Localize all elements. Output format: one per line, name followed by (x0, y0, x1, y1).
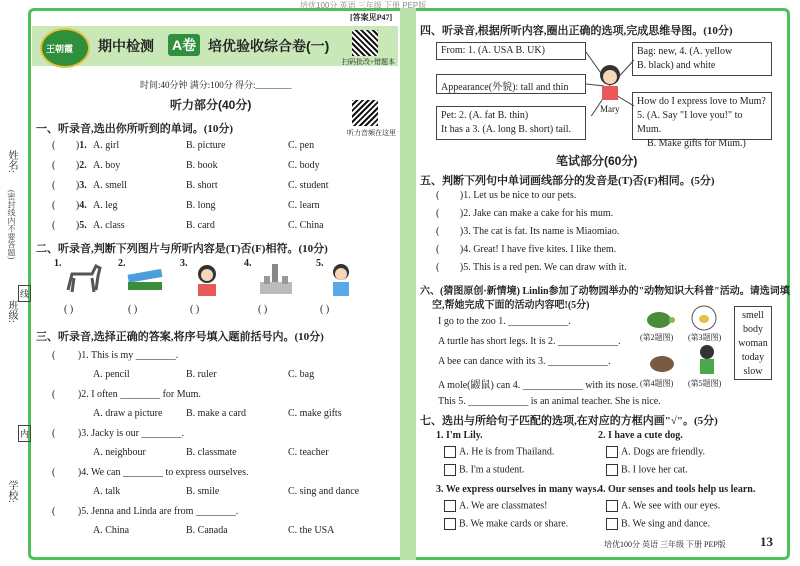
audio-qr-icon[interactable] (352, 100, 378, 126)
s1-row: ( )3. (52, 180, 87, 191)
s2-num-3: 3. (180, 258, 188, 269)
item-number: 3. (79, 180, 87, 191)
option-b[interactable]: B. card (186, 220, 215, 231)
checkbox[interactable] (606, 500, 618, 512)
books-picture-icon (124, 266, 168, 296)
s2-answer-4[interactable]: ( ) (258, 304, 268, 315)
checkbox[interactable] (444, 464, 456, 476)
s7-q1: 1. I'm Lily. (436, 430, 483, 441)
checkbox[interactable] (444, 446, 456, 458)
mary-avatar-icon (596, 64, 624, 102)
mindmap-bag-box (632, 42, 772, 76)
option-text: B. We sing and dance. (621, 518, 710, 530)
question-text: 1. This is my ________. (81, 350, 179, 361)
question-text: 2. I often ________ for Mum. (81, 389, 201, 400)
option-c[interactable]: C. pen (288, 140, 315, 151)
mindmap-bag-line2[interactable]: B. black) and white (637, 60, 716, 71)
mindmap-center-label: Mary (600, 104, 620, 114)
s5-item: ( )2. Jake can make a cake for his mum. (436, 208, 614, 219)
mindmap-love-line2[interactable]: 5. (A. Say "I love you!" to Mum. (637, 110, 743, 135)
option-a[interactable]: A. neighbour (93, 447, 146, 458)
paper-version-badge: A卷 (168, 34, 200, 56)
s7-q3-option-a[interactable] (444, 500, 547, 512)
option-c[interactable]: C. body (288, 160, 320, 171)
option-a[interactable]: A. smell (93, 180, 127, 191)
s5-heading: 五、判断下列句中单词画线部分的发音是(T)否(F)相同。(5分) (420, 175, 715, 187)
s2-answer-2[interactable]: ( ) (128, 304, 138, 315)
s1-row: ( )2. (52, 160, 87, 171)
item-number: 2. (79, 160, 87, 171)
page-number: 13 (760, 534, 773, 549)
mindmap-love-line3[interactable]: B. Make gifts for Mum.) (647, 138, 746, 149)
option-text: B. I love her cat. (621, 464, 688, 476)
s2-num-5: 5. (316, 258, 324, 269)
logo-text: 王朝霞 (46, 44, 74, 54)
side-school-label: 学校: (6, 480, 17, 503)
option-a[interactable]: A. pencil (93, 369, 130, 380)
mindmap-appearance-box (436, 74, 586, 94)
option-a[interactable]: A. class (93, 220, 125, 231)
option-text: A. We see with our eyes. (621, 500, 721, 512)
option-c[interactable]: C. student (288, 180, 329, 191)
checkbox[interactable] (606, 464, 618, 476)
side-name-label: 姓名: (6, 150, 17, 173)
s6-line-1[interactable]: I go to the zoo 1. ____________. (438, 316, 571, 327)
item-text: 2. Jake can make a cake for his mum. (463, 208, 614, 219)
answer-ref: [答案见P47] (350, 13, 393, 22)
option-c[interactable]: C. make gifts (288, 408, 342, 419)
mindmap-bag-line1[interactable]: Bag: new, 4. (A. yellow (637, 46, 733, 57)
s2-answer-3[interactable]: ( ) (190, 304, 200, 315)
qr-code-icon[interactable] (352, 30, 378, 56)
s2-answer-1[interactable]: ( ) (64, 304, 74, 315)
top-banner: 培优100分 英语 三年级 下册 PEP版 (300, 1, 427, 10)
question-text: 3. Jacky is our ________. (81, 428, 184, 439)
s2-num-4: 4. (244, 258, 252, 269)
girl-reading-picture-icon (190, 262, 224, 298)
s2-heading: 二、听录音,判断下列图片与所听内容是(T)否(F)相符。(10分) (36, 243, 328, 255)
s1-row: ( )1. (52, 140, 87, 151)
footer-text: 培优100分 英语 三年级 下册 PEP版 (604, 540, 726, 549)
option-text: B. We make cards or share. (459, 518, 569, 530)
word-bank (734, 306, 772, 380)
s4-heading: 四、听录音,根据所听内容,圈出正确的选项,完成思维导图。(10分) (420, 25, 733, 37)
s3-question: ( )4. We can ________ to express ourselves. (52, 467, 249, 478)
s6-line-5[interactable]: This 5. ____________ is an animal teacher. She is nice. (438, 396, 661, 407)
option-a[interactable]: A. draw a picture (93, 408, 163, 419)
item-number: 5. (79, 220, 87, 231)
listening-title: 听力部分(40分) (170, 98, 252, 112)
s2-num-1: 1. (54, 258, 62, 269)
item-text: 3. The cat is fat. Its name is Miaomiao. (463, 226, 620, 237)
option-b[interactable]: B. Canada (186, 525, 228, 536)
item-text: 4. Great! I have five kites. I like them. (463, 244, 617, 255)
option-b[interactable]: B. short (186, 180, 218, 191)
item-number: 1. (79, 140, 87, 151)
mindmap-pet-line2[interactable]: It has a 3. (A. long B. short) tail. (441, 124, 571, 135)
s6-heading-line1: 六、(猜图原创·新情境) Linlin参加了动物园举办的"动物知识大科普"活动。请选词填 (420, 286, 790, 297)
s1-row: ( )4. (52, 200, 87, 211)
checkbox[interactable] (606, 446, 618, 458)
mindmap-from-text[interactable]: From: 1. (A. USA B. UK) (441, 45, 545, 56)
word-bank-item: smell (742, 310, 764, 321)
teacher-picture-icon (696, 344, 718, 376)
item-text: 5. This is a red pen. We can draw with it. (463, 262, 627, 273)
paper-title: 培优验收综合卷(一) (208, 38, 330, 54)
option-c[interactable]: C. China (288, 220, 324, 231)
item-text: 1. Let us be nice to our pets. (463, 190, 577, 201)
written-title: 笔试部分(60分) (556, 154, 638, 168)
option-a[interactable]: A. talk (93, 486, 121, 497)
option-b[interactable]: B. make a card (186, 408, 246, 419)
s3-heading: 三、听录音,选择正确的答案,将序号填入题前括号内。(10分) (36, 331, 324, 343)
option-c[interactable]: C. sing and dance (288, 486, 360, 497)
mindmap-pet-box (436, 106, 586, 140)
s7-q4-option-b[interactable] (606, 518, 710, 530)
option-text: A. Dogs are friendly. (621, 446, 706, 458)
option-text: A. We are classmates! (459, 500, 548, 512)
s2-num-2: 2. (118, 258, 126, 269)
pic-label-2: (第2题图) (640, 333, 674, 342)
side-class-label: 班级: (6, 300, 17, 323)
s5-item: ( )1. Let us be nice to our pets. (436, 190, 577, 201)
word-bank-item: woman (738, 338, 768, 349)
s7-q4: 4. Our senses and tools help us learn. (598, 484, 756, 495)
option-c[interactable]: C. bag (288, 369, 315, 380)
s3-question: ( )5. Jenna and Linda are from ________. (52, 506, 239, 517)
seal-char-2: 内 (18, 425, 31, 442)
option-a[interactable]: A. leg (93, 200, 118, 211)
option-b[interactable]: B. book (186, 160, 218, 171)
mindmap-pet-line1[interactable]: Pet: 2. (A. fat B. thin) (441, 110, 529, 121)
question-text: 5. Jenna and Linda are from ________. (81, 506, 239, 517)
s7-q2-option-a[interactable] (606, 446, 705, 458)
option-b[interactable]: B. long (186, 200, 216, 211)
page-spine (400, 8, 416, 560)
option-text: A. He is from Thailand. (459, 446, 555, 458)
question-text: 4. We can ________ to express ourselves. (81, 467, 249, 478)
mole-picture-icon (648, 350, 676, 374)
word-bank-item: body (743, 324, 763, 335)
logo (40, 28, 90, 68)
option-a[interactable]: A. China (93, 525, 130, 536)
landmark-picture-icon (256, 260, 296, 298)
side-seal-note: (密封线内不要答题) (7, 190, 16, 260)
checkbox[interactable] (444, 518, 456, 530)
pic-label-3: (第3题图) (688, 333, 722, 342)
word-bank-item: slow (743, 366, 763, 377)
checkbox[interactable] (444, 500, 456, 512)
s5-item: ( )4. Great! I have five kites. I like them. (436, 244, 617, 255)
s3-question: ( )2. I often ________ for Mum. (52, 389, 201, 400)
s7-q4-option-a[interactable] (606, 500, 720, 512)
item-number: 4. (79, 200, 87, 211)
pic-label-5: (第5题图) (688, 379, 722, 388)
mindmap-love-line1: How do I express love to Mum? (637, 96, 766, 107)
mindmap-love-box (632, 92, 772, 149)
s6-line-2[interactable]: A turtle has short legs. It is 2. ____________. (438, 336, 621, 347)
s6-heading-line2: 空,帮她完成下面的活动内容吧!(5分) (432, 300, 590, 311)
dog-picture-icon (62, 262, 106, 298)
exam-meta: 时间:40分钟 满分:100分 得分:________ (140, 80, 292, 90)
option-b[interactable]: B. ruler (186, 369, 217, 380)
s5-item: ( )3. The cat is fat. Its name is Miaomiao. (436, 226, 620, 237)
s7-q3: 3. We express ourselves in many ways. (436, 484, 599, 495)
audio-caption: 听力音频在这里 (347, 129, 396, 137)
s7-q1-option-b[interactable] (444, 464, 524, 476)
s6-line-4[interactable]: A mole(鼹鼠) can 4. ____________ with its nose. (438, 380, 639, 391)
s7-q1-option-a[interactable] (444, 446, 554, 458)
s3-question: ( )1. This is my ________. (52, 350, 179, 361)
s3-question: ( )3. Jacky is our ________. (52, 428, 184, 439)
seal-char-1: 线 (18, 285, 31, 302)
option-a[interactable]: A. boy (93, 160, 121, 171)
exam-type: 期中检测 (98, 38, 154, 54)
checkbox[interactable] (606, 518, 618, 530)
s5-item: ( )5. This is a red pen. We can draw with it. (436, 262, 627, 273)
s6-line-3[interactable]: A bee can dance with its 3. ____________. (438, 356, 611, 367)
word-bank-item: today (741, 352, 765, 363)
option-c[interactable]: C. learn (288, 200, 320, 211)
s7-q3-option-b[interactable] (444, 518, 568, 530)
s2-answer-5[interactable]: ( ) (320, 304, 330, 315)
boy-picture-icon (326, 262, 356, 298)
option-a[interactable]: A. girl (93, 140, 120, 151)
s7-q2: 2. I have a cute dog. (598, 430, 683, 441)
option-c[interactable]: C. the USA (288, 525, 335, 536)
turtle-picture-icon (644, 306, 676, 330)
mindmap-appearance-text: Appearance(外貌): tall and thin (441, 82, 569, 93)
option-c[interactable]: C. teacher (288, 447, 329, 458)
option-b[interactable]: B. classmate (186, 447, 237, 458)
qr-caption: 扫码批改+错题本 (342, 58, 395, 66)
option-b[interactable]: B. picture (186, 140, 226, 151)
s1-row: ( )5. (52, 220, 87, 231)
s7-heading: 七、选出与所给句子匹配的选项,在对应的方框内画"√"。(5分) (420, 415, 718, 427)
option-b[interactable]: B. smile (186, 486, 220, 497)
option-text: B. I'm a student. (459, 464, 525, 476)
bee-picture-icon (690, 304, 718, 332)
mindmap-from-box (436, 42, 586, 60)
pic-label-4: (第4题图) (640, 379, 674, 388)
s1-heading: 一、听录音,选出你所听到的单词。(10分) (36, 123, 234, 135)
s7-q2-option-b[interactable] (606, 464, 688, 476)
